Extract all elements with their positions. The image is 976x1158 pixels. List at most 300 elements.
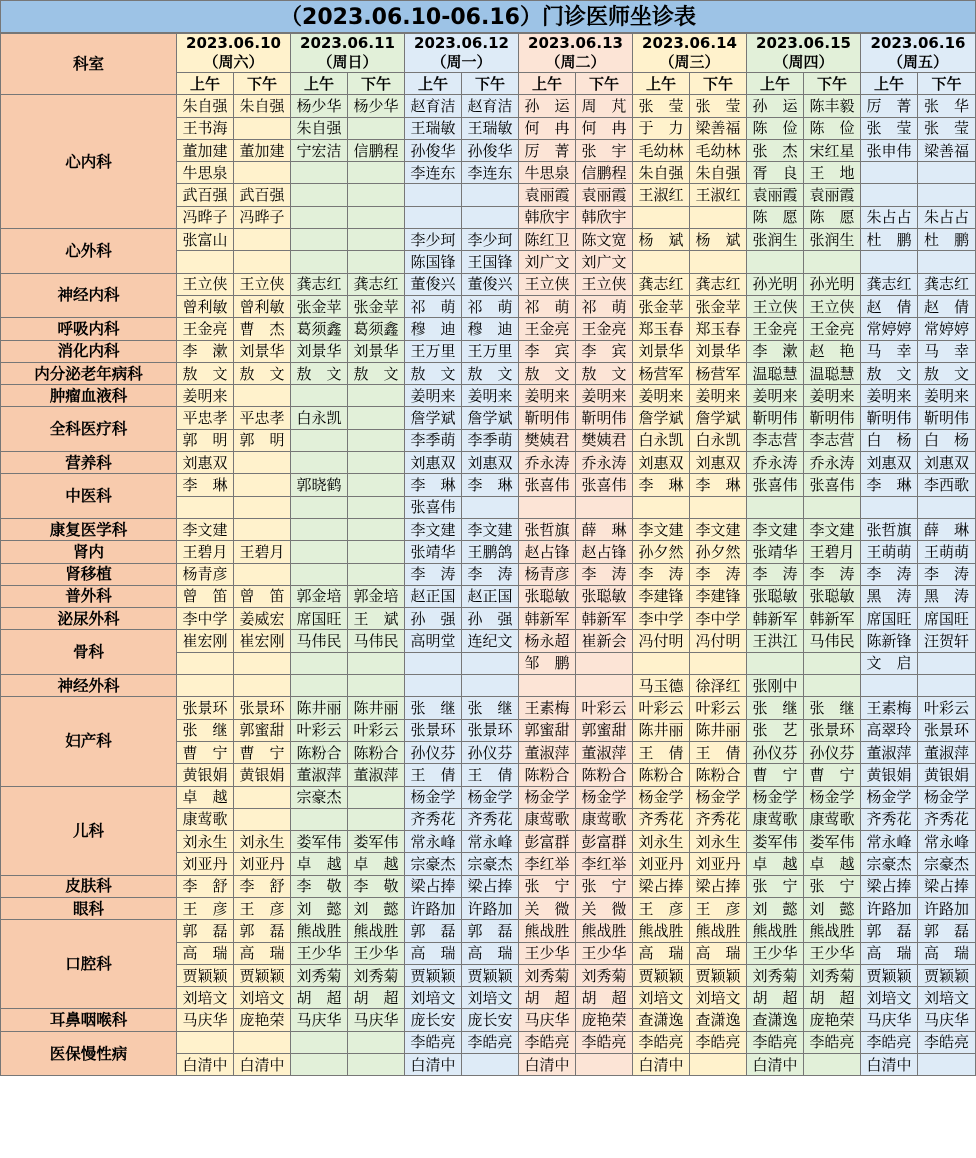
doctor-cell: 齐秀花 [462, 808, 519, 830]
doctor-cell: 龚志红 [690, 273, 747, 295]
department-name: 普外科 [1, 585, 177, 607]
doctor-cell: 庞艳荣 [576, 1009, 633, 1031]
doctor-cell: 常婷婷 [861, 318, 918, 340]
doctor-cell: 张 宁 [519, 875, 576, 897]
doctor-cell: 李文建 [747, 518, 804, 540]
doctor-cell: 贾颖颖 [861, 964, 918, 986]
doctor-cell [747, 251, 804, 273]
doctor-cell: 杨金学 [405, 786, 462, 808]
doctor-cell: 胡 超 [747, 987, 804, 1009]
doctor-cell: 王 地 [804, 162, 861, 184]
doctor-cell: 赵正国 [462, 585, 519, 607]
doctor-cell [633, 251, 690, 273]
doctor-cell: 孙光明 [747, 273, 804, 295]
doctor-cell: 胡 超 [291, 987, 348, 1009]
doctor-cell: 马庆华 [348, 1009, 405, 1031]
day-weekday: （周五） [887, 53, 948, 71]
department-name: 肾移植 [1, 563, 177, 585]
doctor-cell: 刘广文 [576, 251, 633, 273]
day-header [519, 34, 633, 73]
doctor-cell: 崔宏刚 [177, 630, 234, 652]
doctor-cell: 樊姨君 [519, 429, 576, 451]
doctor-cell [291, 229, 348, 251]
doctor-cell: 刘秀菊 [804, 964, 861, 986]
doctor-cell: 陈粉合 [633, 764, 690, 786]
department-name: 眼科 [1, 897, 177, 919]
doctor-cell [291, 206, 348, 228]
doctor-cell: 王 倩 [462, 764, 519, 786]
doctor-cell: 刘秀菊 [747, 964, 804, 986]
doctor-cell: 王立侠 [576, 273, 633, 295]
doctor-cell: 樊姨君 [576, 429, 633, 451]
doctor-cell: 刘惠双 [405, 452, 462, 474]
doctor-cell [348, 251, 405, 273]
doctor-cell: 牛思泉 [519, 162, 576, 184]
doctor-cell: 张 杰 [747, 139, 804, 161]
doctor-cell: 郭 明 [177, 429, 234, 451]
doctor-cell: 叶彩云 [348, 719, 405, 741]
doctor-cell [747, 652, 804, 674]
doctor-cell: 查潇逸 [633, 1009, 690, 1031]
doctor-cell: 卓 越 [348, 853, 405, 875]
doctor-cell [177, 652, 234, 674]
doctor-cell: 曹 宁 [747, 764, 804, 786]
doctor-cell: 胡 超 [804, 987, 861, 1009]
doctor-cell: 张富山 [177, 229, 234, 251]
doctor-cell [690, 1054, 747, 1076]
doctor-cell: 马 幸 [918, 340, 976, 362]
doctor-cell: 冯晔子 [234, 206, 291, 228]
doctor-cell: 贾颖颖 [405, 964, 462, 986]
table-row [1, 675, 976, 697]
table-row [1, 786, 976, 808]
doctor-cell: 郭金培 [348, 585, 405, 607]
doctor-cell: 曹 杰 [234, 318, 291, 340]
doctor-cell: 李 涛 [690, 563, 747, 585]
doctor-cell [234, 518, 291, 540]
doctor-cell: 靳明伟 [519, 407, 576, 429]
doctor-cell: 梁占捧 [633, 875, 690, 897]
doctor-cell: 韩新军 [576, 608, 633, 630]
doctor-cell: 常永峰 [405, 831, 462, 853]
doctor-cell: 李皓亮 [861, 1031, 918, 1053]
department-name: 内分泌老年病科 [1, 362, 177, 384]
doctor-cell [291, 518, 348, 540]
doctor-cell: 常永峰 [462, 831, 519, 853]
doctor-cell: 陈粉合 [576, 764, 633, 786]
doctor-cell [861, 496, 918, 518]
doctor-cell: 马伟民 [291, 630, 348, 652]
doctor-cell: 卓 越 [747, 853, 804, 875]
doctor-cell: 孙仪芬 [462, 741, 519, 763]
department-name: 耳鼻咽喉科 [1, 1009, 177, 1031]
doctor-cell [348, 184, 405, 206]
doctor-cell: 葛须鑫 [348, 318, 405, 340]
doctor-cell: 李建锋 [633, 585, 690, 607]
doctor-cell [291, 541, 348, 563]
schedule-table [0, 33, 976, 1076]
doctor-cell: 刘惠双 [918, 452, 976, 474]
doctor-cell: 郭 明 [234, 429, 291, 451]
doctor-cell: 姜明来 [576, 385, 633, 407]
doctor-cell: 陈粉合 [519, 764, 576, 786]
department-name: 儿科 [1, 786, 177, 875]
doctor-cell: 温聪慧 [747, 362, 804, 384]
doctor-cell: 常永峰 [861, 831, 918, 853]
doctor-cell: 李建锋 [690, 585, 747, 607]
doctor-cell [348, 541, 405, 563]
day-date: 2023.06.10 [186, 34, 281, 52]
doctor-cell [177, 675, 234, 697]
doctor-cell [690, 496, 747, 518]
day-header [633, 34, 747, 73]
doctor-cell: 郭 磊 [861, 920, 918, 942]
doctor-cell: 姜明来 [177, 385, 234, 407]
doctor-cell: 朱自强 [234, 95, 291, 117]
doctor-cell: 白清中 [633, 1054, 690, 1076]
doctor-cell [462, 496, 519, 518]
doctor-cell: 张景环 [918, 719, 976, 741]
doctor-cell: 胡 超 [348, 987, 405, 1009]
slot-header-am: 上午 [861, 73, 918, 95]
doctor-cell: 敖 文 [519, 362, 576, 384]
doctor-cell [234, 786, 291, 808]
doctor-cell: 张靖华 [405, 541, 462, 563]
doctor-cell: 郑玉春 [690, 318, 747, 340]
doctor-cell: 王少华 [519, 942, 576, 964]
doctor-cell: 贾颖颖 [234, 964, 291, 986]
doctor-cell: 张金苹 [291, 295, 348, 317]
day-date: 2023.06.14 [642, 34, 737, 52]
doctor-cell [804, 1054, 861, 1076]
doctor-cell: 刘秀菊 [519, 964, 576, 986]
doctor-cell: 张哲旗 [519, 518, 576, 540]
doctor-cell [177, 251, 234, 273]
doctor-cell: 许路加 [462, 897, 519, 919]
doctor-cell: 黑 涛 [918, 585, 976, 607]
doctor-cell: 贾颖颖 [462, 964, 519, 986]
doctor-cell: 白永凯 [633, 429, 690, 451]
doctor-cell [918, 675, 976, 697]
doctor-cell: 袁丽霞 [804, 184, 861, 206]
doctor-cell [633, 652, 690, 674]
doctor-cell: 龚志红 [918, 273, 976, 295]
doctor-cell [633, 206, 690, 228]
doctor-cell: 宗豪杰 [291, 786, 348, 808]
doctor-cell [918, 162, 976, 184]
doctor-cell: 王万里 [405, 340, 462, 362]
doctor-cell [177, 496, 234, 518]
doctor-cell: 郭金培 [291, 585, 348, 607]
doctor-cell: 王 彦 [177, 897, 234, 919]
doctor-cell: 李季萌 [405, 429, 462, 451]
doctor-cell: 李中学 [633, 608, 690, 630]
doctor-cell: 李 敬 [291, 875, 348, 897]
doctor-cell: 王少华 [804, 942, 861, 964]
day-weekday: （周日） [317, 53, 378, 71]
table-row [1, 1009, 976, 1031]
doctor-cell: 王素梅 [861, 697, 918, 719]
doctor-cell: 孙 运 [747, 95, 804, 117]
doctor-cell: 张 继 [177, 719, 234, 741]
department-name: 心内科 [1, 95, 177, 229]
doctor-cell: 白清中 [405, 1054, 462, 1076]
doctor-cell: 刘 懿 [804, 897, 861, 919]
doctor-cell: 李 敬 [348, 875, 405, 897]
doctor-cell: 靳明伟 [747, 407, 804, 429]
day-weekday: （周六） [203, 53, 264, 71]
doctor-cell: 刘培文 [405, 987, 462, 1009]
doctor-cell: 王瑞敏 [462, 117, 519, 139]
doctor-cell: 张 宇 [576, 139, 633, 161]
doctor-cell: 王立侠 [747, 295, 804, 317]
doctor-cell [519, 496, 576, 518]
doctor-cell: 张聪敏 [747, 585, 804, 607]
doctor-cell: 张 继 [804, 697, 861, 719]
doctor-cell: 马 幸 [861, 340, 918, 362]
doctor-cell [918, 251, 976, 273]
doctor-cell: 孙仪芬 [747, 741, 804, 763]
doctor-cell [291, 808, 348, 830]
doctor-cell: 贾颖颖 [690, 964, 747, 986]
doctor-cell: 董淑萍 [519, 741, 576, 763]
doctor-cell: 韩欣宇 [576, 206, 633, 228]
doctor-cell: 平忠孝 [177, 407, 234, 429]
doctor-cell: 杨少华 [348, 95, 405, 117]
doctor-cell: 马玉德 [633, 675, 690, 697]
doctor-cell: 周 芃 [576, 95, 633, 117]
doctor-cell [804, 251, 861, 273]
doctor-cell: 庞长安 [462, 1009, 519, 1031]
doctor-cell: 李志营 [804, 429, 861, 451]
doctor-cell: 张靖华 [747, 541, 804, 563]
doctor-cell: 李皓亮 [747, 1031, 804, 1053]
doctor-cell: 张喜伟 [519, 474, 576, 496]
doctor-cell [234, 652, 291, 674]
doctor-cell: 刘培文 [177, 987, 234, 1009]
doctor-cell: 王萌萌 [918, 541, 976, 563]
header-row-dates [1, 34, 976, 73]
doctor-cell: 王立侠 [177, 273, 234, 295]
doctor-cell: 张刚中 [747, 675, 804, 697]
doctor-cell: 刘惠双 [462, 452, 519, 474]
doctor-cell: 贾颖颖 [918, 964, 976, 986]
doctor-cell: 朱占占 [918, 206, 976, 228]
doctor-cell [861, 184, 918, 206]
doctor-cell: 马庆华 [291, 1009, 348, 1031]
doctor-cell: 孙 强 [462, 608, 519, 630]
doctor-cell: 关 微 [576, 897, 633, 919]
slot-header-pm: 下午 [348, 73, 405, 95]
doctor-cell: 杨金学 [861, 786, 918, 808]
doctor-cell: 姜威宏 [234, 608, 291, 630]
doctor-cell: 刘广文 [519, 251, 576, 273]
table-row [1, 585, 976, 607]
doctor-cell: 穆 迪 [462, 318, 519, 340]
doctor-cell: 毛幼林 [633, 139, 690, 161]
doctor-cell: 郭 磊 [462, 920, 519, 942]
doctor-cell: 靳明伟 [918, 407, 976, 429]
doctor-cell [348, 1054, 405, 1076]
doctor-cell: 李皓亮 [405, 1031, 462, 1053]
department-name: 营养科 [1, 452, 177, 474]
doctor-cell: 李 涛 [804, 563, 861, 585]
doctor-cell: 李 琳 [861, 474, 918, 496]
day-date: 2023.06.12 [414, 34, 509, 52]
doctor-cell: 赵占锋 [519, 541, 576, 563]
doctor-cell: 祁 萌 [462, 295, 519, 317]
doctor-cell [348, 563, 405, 585]
day-header [405, 34, 519, 73]
doctor-cell: 宗豪杰 [462, 853, 519, 875]
doctor-cell: 王碧月 [234, 541, 291, 563]
doctor-cell [804, 496, 861, 518]
doctor-cell: 张聪敏 [804, 585, 861, 607]
doctor-cell: 刘惠双 [690, 452, 747, 474]
doctor-cell [804, 675, 861, 697]
doctor-cell: 张聪敏 [576, 585, 633, 607]
doctor-cell: 姜明来 [633, 385, 690, 407]
doctor-cell [291, 429, 348, 451]
department-name: 肿瘤血液科 [1, 385, 177, 407]
doctor-cell: 杨金学 [462, 786, 519, 808]
doctor-cell [234, 251, 291, 273]
slot-header-am: 上午 [519, 73, 576, 95]
doctor-cell [918, 496, 976, 518]
doctor-cell: 王 彦 [234, 897, 291, 919]
doctor-cell: 冯付明 [690, 630, 747, 652]
doctor-cell: 彭富群 [519, 831, 576, 853]
doctor-cell: 白清中 [861, 1054, 918, 1076]
doctor-cell: 叶彩云 [690, 697, 747, 719]
doctor-cell: 娄军伟 [747, 831, 804, 853]
doctor-cell: 刘景华 [291, 340, 348, 362]
doctor-cell: 乔永涛 [576, 452, 633, 474]
doctor-cell [291, 1054, 348, 1076]
doctor-cell: 敖 文 [462, 362, 519, 384]
doctor-cell [291, 452, 348, 474]
doctor-cell: 崔新会 [576, 630, 633, 652]
table-row [1, 1031, 976, 1053]
table-row [1, 563, 976, 585]
doctor-cell: 李皓亮 [918, 1031, 976, 1053]
day-date: 2023.06.16 [870, 34, 966, 52]
doctor-cell: 李文建 [633, 518, 690, 540]
doctor-cell: 贾颖颖 [177, 964, 234, 986]
doctor-cell: 李 舒 [177, 875, 234, 897]
doctor-cell: 张金苹 [633, 295, 690, 317]
doctor-cell: 厉 菁 [519, 139, 576, 161]
doctor-cell: 张 宁 [576, 875, 633, 897]
doctor-cell: 刘景华 [348, 340, 405, 362]
doctor-cell: 刘培文 [633, 987, 690, 1009]
doctor-cell: 李 琳 [405, 474, 462, 496]
table-row [1, 630, 976, 652]
doctor-cell: 王金亮 [177, 318, 234, 340]
doctor-cell: 刘惠双 [861, 452, 918, 474]
doctor-cell: 齐秀花 [690, 808, 747, 830]
day-weekday: （周一） [431, 53, 492, 71]
doctor-cell: 马庆华 [177, 1009, 234, 1031]
doctor-cell [291, 162, 348, 184]
doctor-cell: 敖 文 [918, 362, 976, 384]
doctor-cell: 温聪慧 [804, 362, 861, 384]
doctor-cell: 马庆华 [918, 1009, 976, 1031]
doctor-cell: 娄军伟 [804, 831, 861, 853]
doctor-cell: 胡 超 [519, 987, 576, 1009]
doctor-cell: 王淑红 [633, 184, 690, 206]
doctor-cell: 熊战胜 [804, 920, 861, 942]
doctor-cell: 王萌萌 [861, 541, 918, 563]
doctor-cell: 郑玉春 [633, 318, 690, 340]
doctor-cell [348, 162, 405, 184]
doctor-cell: 赵占锋 [576, 541, 633, 563]
day-header [861, 34, 976, 73]
doctor-cell: 李皓亮 [690, 1031, 747, 1053]
table-row [1, 697, 976, 719]
doctor-cell: 龚志红 [291, 273, 348, 295]
doctor-cell: 齐秀花 [405, 808, 462, 830]
department-name: 口腔科 [1, 920, 177, 1009]
doctor-cell: 刘永生 [690, 831, 747, 853]
doctor-cell: 白永凯 [690, 429, 747, 451]
doctor-cell [234, 675, 291, 697]
table-row [1, 452, 976, 474]
day-header [177, 34, 291, 73]
doctor-cell: 张 莹 [861, 117, 918, 139]
doctor-cell: 王金亮 [519, 318, 576, 340]
doctor-cell: 胥 良 [747, 162, 804, 184]
doctor-cell: 孙仪芬 [405, 741, 462, 763]
doctor-cell: 康莺歌 [519, 808, 576, 830]
doctor-cell: 张申伟 [861, 139, 918, 161]
doctor-cell [348, 652, 405, 674]
doctor-cell [291, 1031, 348, 1053]
doctor-cell: 杨青彦 [177, 563, 234, 585]
doctor-cell: 姜明来 [861, 385, 918, 407]
doctor-cell: 李 涛 [918, 563, 976, 585]
doctor-cell: 李少珂 [405, 229, 462, 251]
doctor-cell [861, 251, 918, 273]
department-name: 神经外科 [1, 675, 177, 697]
doctor-cell: 张润生 [747, 229, 804, 251]
doctor-cell: 李 琳 [462, 474, 519, 496]
doctor-cell: 李文建 [177, 518, 234, 540]
doctor-cell: 赵正国 [405, 585, 462, 607]
doctor-cell: 祁 萌 [405, 295, 462, 317]
doctor-cell: 娄军伟 [348, 831, 405, 853]
doctor-cell: 张景环 [234, 697, 291, 719]
doctor-cell: 龚志红 [861, 273, 918, 295]
doctor-cell: 敖 文 [861, 362, 918, 384]
doctor-cell: 王少华 [576, 942, 633, 964]
doctor-cell: 马庆华 [861, 1009, 918, 1031]
doctor-cell: 杜 鹏 [918, 229, 976, 251]
doctor-cell: 齐秀花 [861, 808, 918, 830]
doctor-cell: 汪贺轩 [918, 630, 976, 652]
doctor-cell: 詹学斌 [405, 407, 462, 429]
doctor-cell: 马庆华 [519, 1009, 576, 1031]
table-row [1, 920, 976, 942]
doctor-cell [804, 652, 861, 674]
doctor-cell: 詹学斌 [462, 407, 519, 429]
doctor-cell: 彭富群 [576, 831, 633, 853]
doctor-cell [177, 1031, 234, 1053]
department-name: 泌尿外科 [1, 608, 177, 630]
doctor-cell: 黄银娟 [861, 764, 918, 786]
doctor-cell [576, 496, 633, 518]
slot-header-am: 上午 [291, 73, 348, 95]
